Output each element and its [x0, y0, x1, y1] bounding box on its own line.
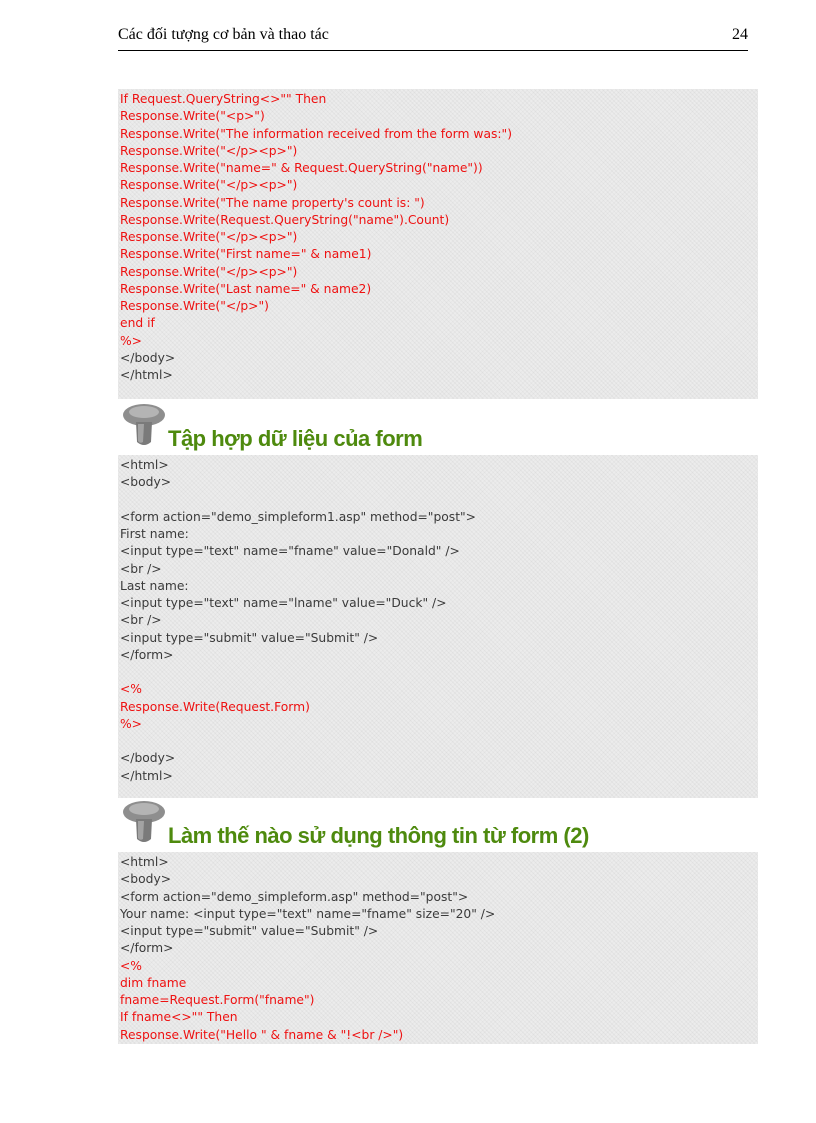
section-heading-form-collection — [118, 400, 758, 456]
code-line: Response.Write("First name=" & name1) — [120, 247, 372, 262]
gray-mushroom-bullet-icon — [118, 400, 170, 452]
code-line: <form action="demo_simpleform.asp" method="post"> — [120, 889, 469, 904]
code-line: Response.Write(Request.Form) — [120, 699, 310, 714]
gray-mushroom-bullet-icon — [118, 797, 170, 849]
code-line: <body> — [120, 475, 172, 490]
code-line: </body> — [120, 350, 176, 365]
code-line: </form> — [120, 647, 174, 662]
page-number: 24 — [732, 26, 748, 43]
page-header — [118, 24, 748, 51]
code-line: Response.Write("</p><p>") — [120, 230, 298, 244]
code-line: Response.Write("</p><p>") — [120, 178, 298, 193]
code-line: <br /> — [120, 613, 162, 628]
code-line: <html> — [120, 855, 169, 869]
code-line: end if — [120, 316, 155, 331]
heading-text: Tập hợp dữ liệu của form — [168, 426, 423, 451]
code-line: Your name: <input type="text" name="fname" size="20" /> — [120, 906, 496, 921]
code-line: If Request.QueryString<>"" Then — [120, 92, 327, 106]
code-line: <input type="text" name="lname" value="Duck" /> — [120, 596, 447, 610]
header-title: Các đối tượng cơ bản và thao tác — [118, 26, 329, 43]
code-line: <input type="submit" value="Submit" /> — [120, 630, 379, 645]
code-line — [120, 664, 756, 681]
heading-text: Làm thế nào sử dụng thông tin từ form (2) — [168, 823, 589, 848]
code-line: %> — [120, 716, 142, 731]
code-line: dim fname — [120, 975, 187, 990]
code-block-form-fname — [118, 852, 758, 1044]
code-line: </body> — [120, 751, 176, 766]
code-line: Last name: — [120, 578, 189, 593]
code-line: If fname<>"" Then — [120, 1010, 238, 1025]
code-line: Response.Write("</p><p>") — [120, 264, 298, 279]
code-line — [120, 733, 756, 750]
code-line: </html> — [120, 768, 173, 783]
section-heading-use-form-info-2 — [118, 797, 758, 853]
code-line: <br /> — [120, 561, 162, 576]
code-line: First name: — [120, 527, 189, 541]
code-line: %> — [120, 333, 142, 348]
code-line: </html> — [120, 368, 173, 382]
code-line: Response.Write("name=" & Request.QueryString("name")) — [120, 161, 483, 175]
code-line: Response.Write("<p>") — [120, 109, 265, 124]
code-line: Response.Write("</p><p>") — [120, 143, 298, 158]
code-line — [120, 492, 756, 509]
code-line: Response.Write("Hello " & fname & "!<br />") — [120, 1027, 404, 1042]
code-line: Response.Write("Last name=" & name2) — [120, 281, 372, 296]
code-line: Response.Write("The name property's count is: ") — [120, 195, 425, 210]
code-line: fname=Request.Form("fname") — [120, 993, 315, 1007]
code-line: <body> — [120, 872, 172, 887]
code-line: <html> — [120, 458, 169, 472]
code-line: </form> — [120, 941, 174, 956]
code-line: <form action="demo_simpleform1.asp" method="post"> — [120, 509, 476, 524]
code-block-request-form — [118, 455, 758, 798]
code-line: Response.Write("</p>") — [120, 299, 269, 313]
code-block-asp-querystring — [118, 89, 758, 399]
code-line: Response.Write("The information received from the form was:") — [120, 126, 512, 141]
code-line: <% — [120, 958, 142, 973]
code-line: <input type="text" name="fname" value="Donald" /> — [120, 544, 460, 559]
code-line: Response.Write(Request.QueryString("name").Count) — [120, 212, 450, 227]
code-line: <input type="submit" value="Submit" /> — [120, 924, 379, 938]
code-line: <% — [120, 682, 142, 697]
